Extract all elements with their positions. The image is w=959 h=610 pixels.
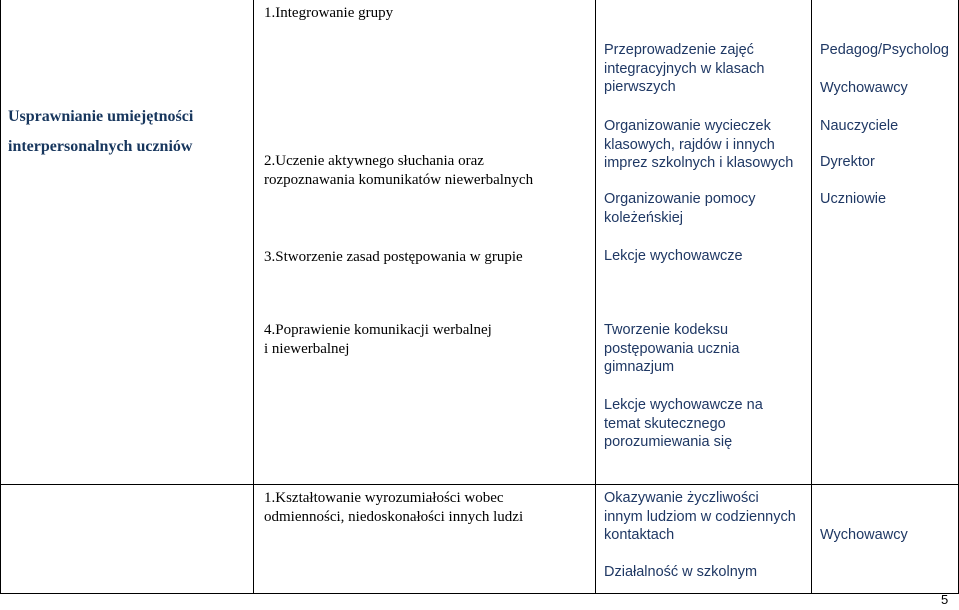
responsible-item: Wychowawcy xyxy=(820,80,908,96)
form-item: Przeprowadzenie zajęć integracyjnych w klasach pierwszych xyxy=(604,42,765,95)
table-divider-2 xyxy=(595,0,596,594)
goal-line: Usprawnianie umiejętności xyxy=(8,108,194,125)
goal-line: interpersonalnych uczniów xyxy=(8,138,193,155)
form-item: Lekcje wychowawcze na temat skutecznego porozumiewania się xyxy=(604,397,763,450)
responsible-item: Wychowawcy xyxy=(820,527,908,543)
table-border-bottom xyxy=(0,593,959,594)
responsible-item: Pedagog/Psycholog xyxy=(820,42,949,58)
form-item: Lekcje wychowawcze xyxy=(604,248,743,264)
responsible-item: Dyrektor xyxy=(820,154,875,170)
row-separator xyxy=(0,484,959,485)
form-item: Organizowanie pomocy koleżeńskiej xyxy=(604,191,756,226)
table-divider-3 xyxy=(811,0,812,594)
table-border-left xyxy=(0,0,1,594)
task-item: 1.Kształtowanie wyrozumiałości wobec odmienności, niedoskonałości innych ludzi xyxy=(264,490,524,525)
form-item: Tworzenie kodeksu postępowania ucznia gimnazjum xyxy=(604,322,740,375)
task-item: 1.Integrowanie grupy xyxy=(264,5,394,21)
task-item: 2.Uczenie aktywnego słuchania oraz rozpoznawania komunikatów niewerbalnych xyxy=(264,153,534,188)
form-item: Okazywanie życzliwości innym ludziom w codziennych kontaktach xyxy=(604,490,796,543)
task-item: 4.Poprawienie komunikacji werbalnej i niewerbalnej xyxy=(264,322,492,357)
responsible-item: Nauczyciele xyxy=(820,118,899,134)
page-number: 5 xyxy=(941,592,949,607)
goal-cell xyxy=(8,102,193,162)
responsible-item: Uczniowie xyxy=(820,191,887,207)
form-item: Organizowanie wycieczek klasowych, rajdów i innych imprez szkolnych i klasowych xyxy=(604,118,794,171)
task-item: 3.Stworzenie zasad postępowania w grupie xyxy=(264,249,523,265)
form-item: Działalność w szkolnym xyxy=(604,564,758,580)
table-divider-1 xyxy=(253,0,254,594)
